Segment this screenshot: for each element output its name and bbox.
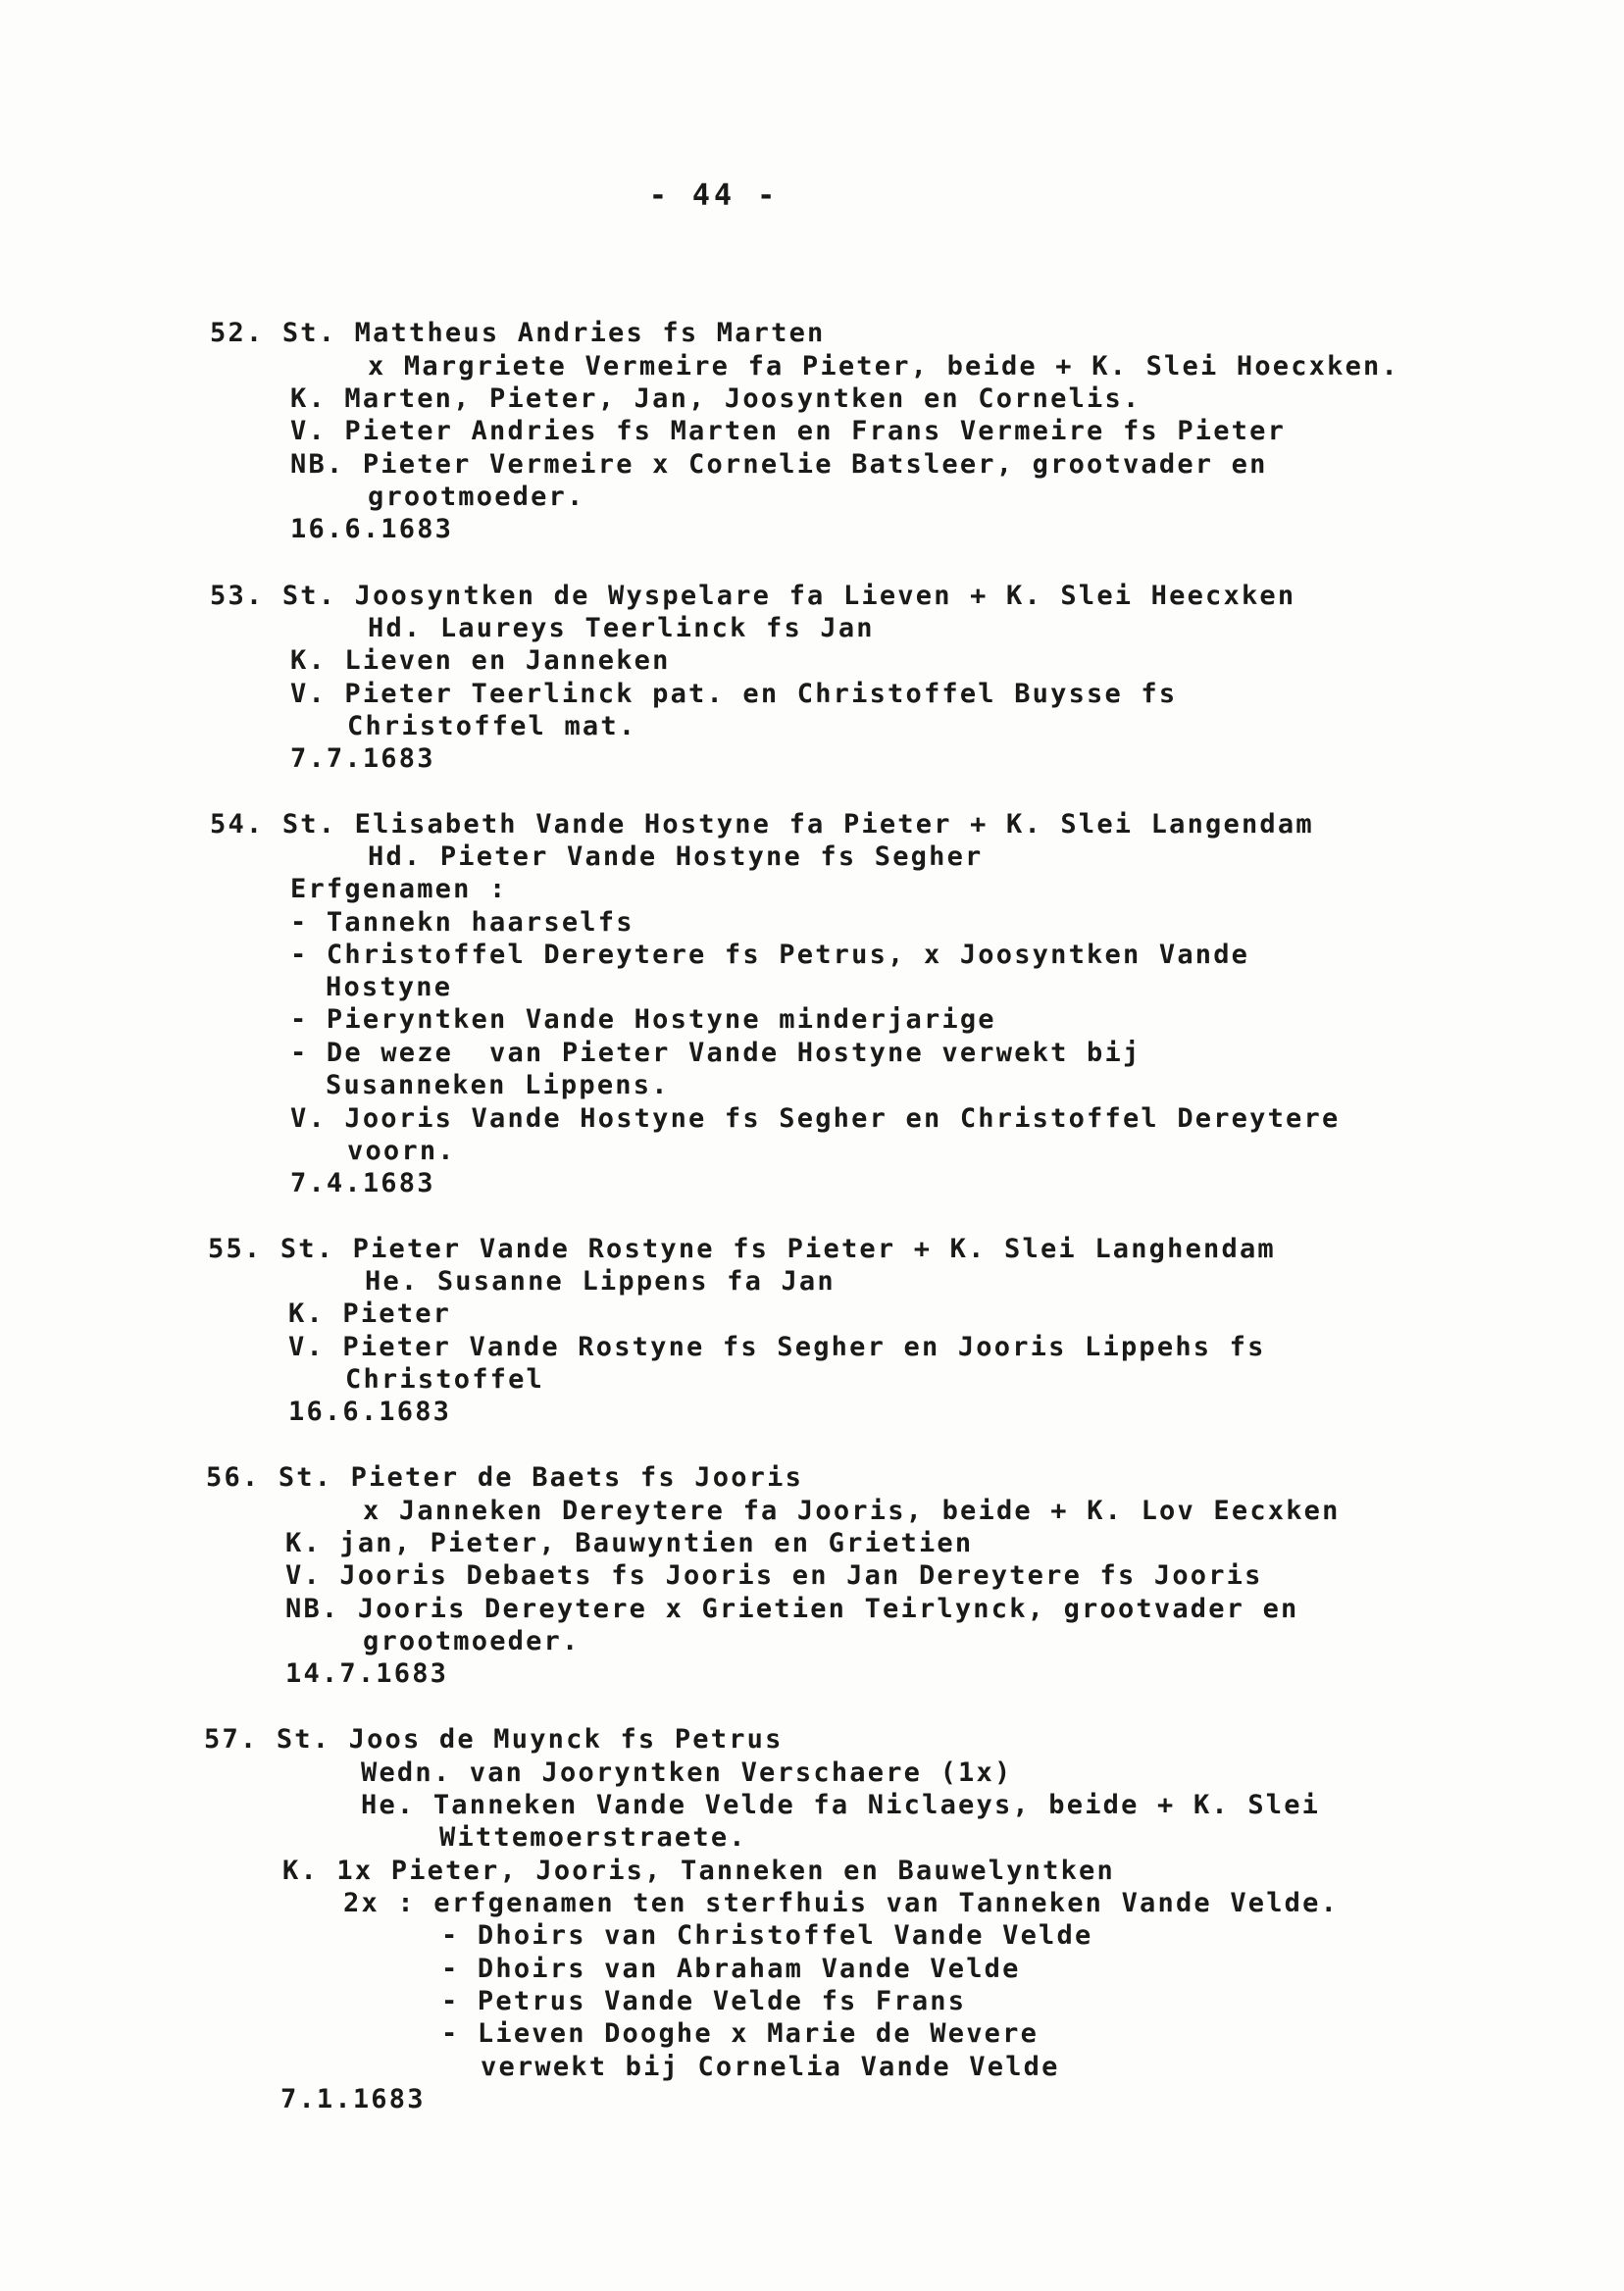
text-line: 54. St. Elisabeth Vande Hostyne fa Pieter + K. Slei Langendam — [210, 809, 1314, 840]
entry-date: 7.1.1683 — [280, 2084, 426, 2114]
text-line: He. Susanne Lippens fa Jan — [365, 1266, 836, 1297]
entry-date: 7.7.1683 — [290, 743, 435, 774]
text-line: K. Marten, Pieter, Jan, Joosyntken en Cornelis. — [290, 383, 1142, 414]
text-line: K. Pieter — [288, 1298, 452, 1329]
text-line: - Petrus Vande Velde fs Frans — [441, 1986, 967, 2016]
text-line: Susanneken Lippens. — [326, 1070, 670, 1100]
text-line: 52. St. Mattheus Andries fs Marten — [210, 318, 826, 348]
text-line: Hd. Pieter Vande Hostyne fs Segher — [368, 841, 984, 872]
text-line: verwekt bij Cornelia Vande Velde — [481, 2052, 1060, 2082]
text-line: Hd. Laureys Teerlinck fs Jan — [368, 613, 875, 643]
text-line: V. Pieter Teerlinck pat. en Christoffel Buysse fs — [290, 679, 1178, 709]
text-line: Erfgenamen : — [290, 874, 508, 904]
text-line: x Janneken Dereytere fa Jooris, beide + K. Lov Eecxken — [363, 1496, 1341, 1526]
text-line: 53. St. Joosyntken de Wyspelare fa Lieven + K. Slei Heecxken — [210, 581, 1296, 611]
text-line: - Pieryntken Vande Hostyne minderjarige — [290, 1004, 996, 1035]
text-line: 56. St. Pieter de Baets fs Jooris — [206, 1462, 804, 1493]
entry-date: 16.6.1683 — [290, 514, 454, 544]
text-line: Wittemoerstraete. — [439, 1822, 747, 1853]
text-line: grootmoeder. — [363, 1626, 581, 1656]
entry-date: 16.6.1683 — [288, 1397, 452, 1427]
text-line: - Dhoirs van Abraham Vande Velde — [441, 1954, 1021, 1984]
text-line: V. Jooris Debaets fs Jooris en Jan Dereytere fs Jooris — [285, 1560, 1263, 1591]
text-line: Hostyne — [326, 972, 453, 1002]
text-line: 55. St. Pieter Vande Rostyne fs Pieter + K. Slei Langhendam — [208, 1234, 1276, 1264]
text-line: - Lieven Dooghe x Marie de Wevere — [441, 2018, 1040, 2049]
text-line: 57. St. Joos de Muynck fs Petrus — [204, 1724, 784, 1755]
text-line: K. jan, Pieter, Bauwyntien en Grietien — [285, 1528, 974, 1558]
text-line: V. Jooris Vande Hostyne fs Segher en Christoffel Dereytere — [290, 1103, 1341, 1134]
text-line: voorn. — [347, 1136, 456, 1166]
text-line: grootmoeder. — [368, 482, 585, 512]
text-line: 2x : erfgenamen ten sterfhuis van Tanneken Vande Velde. — [343, 1888, 1340, 1918]
text-line: V. Pieter Andries fs Marten en Frans Vermeire fs Pieter — [290, 416, 1287, 446]
text-line: - De weze van Pieter Vande Hostyne verwekt bij — [290, 1038, 1142, 1068]
text-line: - Christoffel Dereytere fs Petrus, x Joosyntken Vande — [290, 940, 1250, 970]
text-line: V. Pieter Vande Rostyne fs Segher en Jooris Lippehs fs — [288, 1332, 1266, 1362]
page-number: - 44 - — [648, 178, 780, 213]
text-line: - Dhoirs van Christoffel Vande Velde — [441, 1920, 1093, 1951]
text-line: Wedn. van Jooryntken Verschaere (1x) — [361, 1757, 1013, 1788]
text-line: Christoffel — [345, 1364, 545, 1395]
text-line: NB. Pieter Vermeire x Cornelie Batsleer, grootvader en — [290, 449, 1268, 480]
text-line: x Margriete Vermeire fa Pieter, beide + K. Slei Hoecxken. — [368, 351, 1399, 382]
text-line: Christoffel mat. — [347, 711, 637, 741]
entry-date: 7.4.1683 — [290, 1168, 435, 1198]
text-line: NB. Jooris Dereytere x Grietien Teirlynck, grootvader en — [285, 1594, 1299, 1624]
text-line: He. Tanneken Vande Velde fa Niclaeys, beide + K. Slei — [361, 1790, 1321, 1820]
text-line: K. 1x Pieter, Jooris, Tanneken en Bauwelyntken — [282, 1856, 1115, 1886]
entry-date: 14.7.1683 — [285, 1658, 449, 1689]
text-line: - Tannekn haarselfs — [290, 907, 634, 938]
text-line: K. Lieven en Janneken — [290, 645, 671, 676]
